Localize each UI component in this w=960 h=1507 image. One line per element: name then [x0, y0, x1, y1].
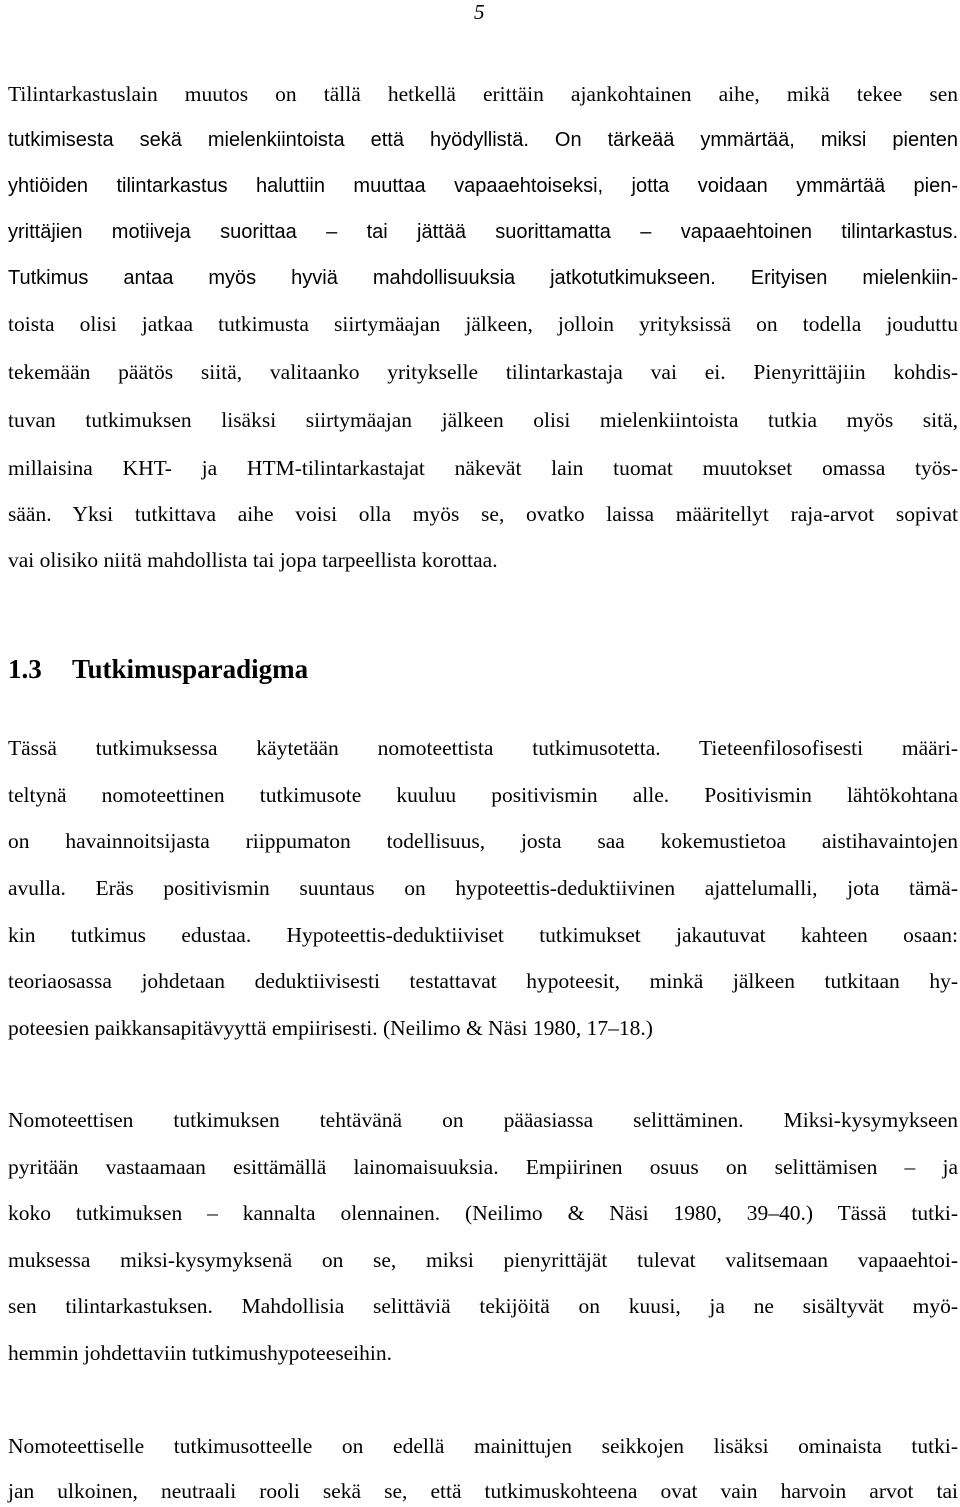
text-line: teltynä nomoteettinen tutkimusote kuuluu positivismin alle. Positivismin lähtökohtana [8, 783, 958, 807]
text-line: teoriaosassa johdetaan deduktiivisesti testattavat hypoteesit, minkä jälkeen tutkitaan hy- [8, 969, 958, 993]
section-number: 1.3 [8, 654, 42, 684]
text-line: jan ulkoinen, neutraali rooli sekä se, että tutkimuskohteena ovat vain harvoin arvot tai [8, 1479, 958, 1503]
text-line: hemmin johdettaviin tutkimushypoteeseihin. [8, 1341, 392, 1365]
text-line: tekemään päätös siitä, valitaanko yritykselle tilintarkastaja vai ei. Pienyrittäjiin kohdis- [8, 360, 958, 384]
text-line: tuvan tutkimuksen lisäksi siirtymäajan jälkeen olisi mielenkiintoista tutkia myös sitä, [8, 408, 958, 432]
text-line: toista olisi jatkaa tutkimusta siirtymäajan jälkeen, jolloin yrityksissä on todella jouduttu [8, 312, 958, 336]
text-line: poteesien paikkansapitävyyttä empiirisesti. (Neilimo & Näsi 1980, 17–18.) [8, 1016, 653, 1040]
section-heading [8, 654, 308, 684]
text-line: sään. Yksi tutkittava aihe voisi olla myös se, ovatko laissa määritellyt raja-arvot sopivat [8, 502, 958, 526]
text-line: Nomoteettiselle tutkimusotteelle on edellä mainittujen seikkojen lisäksi ominaista tutki- [8, 1434, 958, 1458]
text-line: sen tilintarkastuksen. Mahdollisia selittäviä tekijöitä on kuusi, ja ne sisältyvät myö- [8, 1294, 958, 1318]
text-line: muksessa miksi-kysymyksenä on se, miksi pienyrittäjät tulevat valitsemaan vapaaehtoi- [8, 1248, 958, 1272]
text-line: pyritään vastaamaan esittämällä lainomaisuuksia. Empiirinen osuus on selittämisen – ja [8, 1155, 958, 1179]
text-line: Nomoteettisen tutkimuksen tehtävänä on pääasiassa selittäminen. Miksi-kysymykseen [8, 1108, 958, 1132]
text-line: millaisina KHT- ja HTM-tilintarkastajat näkevät lain tuomat muutokset omassa työs- [8, 456, 958, 480]
text-line: koko tutkimuksen – kannalta olennainen. (Neilimo & Näsi 1980, 39–40.) Tässä tutki- [8, 1201, 958, 1225]
page-number: 5 [474, 0, 485, 24]
text-line: Tutkimus antaa myös hyviä mahdollisuuksia jatkotutkimukseen. Erityisen mielenkiin- [8, 267, 958, 289]
text-line: yrittäjien motiiveja suorittaa – tai jättää suorittamatta – vapaaehtoinen tilintarkastus. [8, 221, 958, 243]
text-line: Tilintarkastuslain muutos on tällä hetkellä erittäin ajankohtainen aihe, mikä tekee sen [8, 82, 958, 106]
text-line: tutkimisesta sekä mielenkiintoista että hyödyllistä. On tärkeää ymmärtää, miksi pienten [8, 129, 958, 151]
text-line: avulla. Eräs positivismin suuntaus on hypoteettis-deduktiivinen ajattelumalli, jota tämä- [8, 876, 958, 900]
section-title: Tutkimusparadigma [72, 654, 309, 684]
text-line: vai olisiko niitä mahdollista tai jopa tarpeellista korottaa. [8, 548, 498, 572]
text-line: yhtiöiden tilintarkastus haluttiin muuttaa vapaaehtoiseksi, jotta voidaan ymmärtää pien- [8, 175, 958, 197]
text-line: on havainnoitsijasta riippumaton todellisuus, josta saa kokemustietoa aistihavaintojen [8, 829, 958, 853]
text-line: Tässä tutkimuksessa käytetään nomoteettista tutkimusotetta. Tieteenfilosofisesti määri- [8, 736, 958, 760]
text-line: kin tutkimus edustaa. Hypoteettis-deduktiiviset tutkimukset jakautuvat kahteen osaan: [8, 923, 958, 947]
